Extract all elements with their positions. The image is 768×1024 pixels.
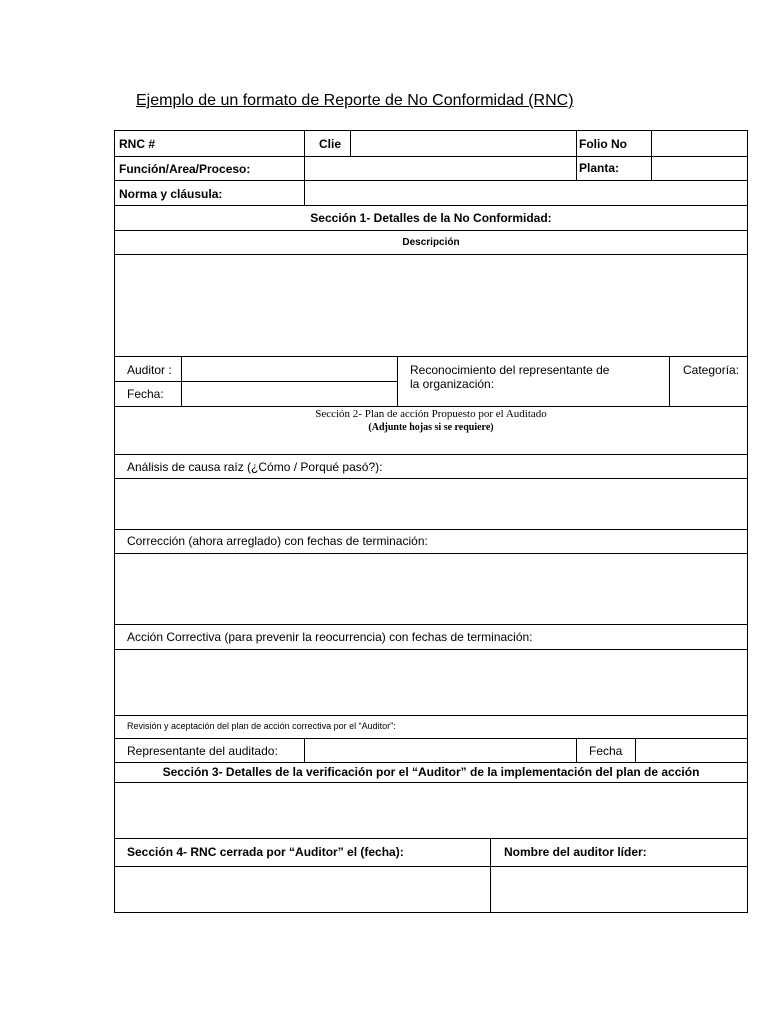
- recognition-label-line2: la organización:: [410, 377, 495, 391]
- root-cause-label: Análisis de causa raíz (¿Cómo / Porqué pasó?):: [127, 460, 383, 474]
- row-divider: [115, 406, 747, 407]
- auditor-label: Auditor :: [127, 363, 172, 377]
- column-divider: [397, 356, 398, 406]
- row-divider: [115, 715, 747, 716]
- rnc-number-label: RNC #: [119, 137, 156, 151]
- section-1-title: Sección 1- Detalles de la No Conformidad:: [310, 211, 552, 225]
- plant-label: Planta:: [579, 161, 620, 175]
- category-label: Categoría:: [683, 363, 740, 377]
- section-4-title: Sección 4- RNC cerrada por “Auditor” el (fecha):: [127, 845, 404, 859]
- norm-clause-label: Norma y cláusula:: [119, 187, 223, 201]
- document-title: Ejemplo de un formato de Reporte de No Conformidad (RNC): [136, 92, 574, 109]
- row-divider: [115, 478, 747, 479]
- row-divider: [115, 762, 747, 763]
- row-divider: [115, 254, 747, 255]
- row-divider: [115, 180, 747, 181]
- row-divider: [115, 838, 747, 839]
- fecha-label: Fecha: [589, 744, 623, 758]
- lead-auditor-label: Nombre del auditor líder:: [504, 845, 647, 859]
- representative-label: Representante del auditado:: [127, 744, 278, 758]
- column-divider: [304, 131, 305, 205]
- folio-label: Folio No: [579, 137, 627, 151]
- row-divider: [115, 454, 747, 455]
- row-divider: [115, 230, 747, 231]
- row-divider: [115, 553, 747, 554]
- row-divider: [115, 649, 747, 650]
- row-divider: [115, 782, 747, 783]
- column-divider: [350, 131, 351, 156]
- function-area-process-label: Función/Area/Proceso:: [119, 162, 251, 176]
- row-divider: [115, 738, 747, 739]
- corrective-action-label: Acción Correctiva (para prevenir la reocurrencia) con fechas de terminación:: [127, 630, 533, 644]
- row-divider: [115, 356, 747, 357]
- column-divider: [304, 738, 305, 762]
- section-2-title: Sección 2- Plan de acción Propuesto por el Auditado: [315, 408, 547, 420]
- row-divider: [115, 156, 747, 157]
- row-divider: [115, 529, 747, 530]
- column-divider: [635, 738, 636, 762]
- section-2-note: (Adjunte hojas si se requiere): [368, 422, 494, 433]
- column-divider: [576, 131, 577, 180]
- rnc-form: [114, 130, 748, 913]
- column-divider: [181, 356, 182, 406]
- description-label: Descripción: [402, 237, 460, 248]
- recognition-label-line1: Reconocimiento del representante de: [410, 363, 610, 377]
- section-3-title: Sección 3- Detalles de la verificación por el “Auditor” de la implementación del plan de acción: [162, 765, 700, 779]
- row-divider: [115, 205, 747, 206]
- column-divider: [651, 131, 652, 180]
- row-divider: [115, 866, 747, 867]
- column-divider: [576, 738, 577, 762]
- review-label: Revisión y aceptación del plan de acción correctiva por el “Auditor”:: [127, 721, 396, 731]
- row-divider: [115, 624, 747, 625]
- client-label: Clie: [319, 137, 342, 151]
- row-divider: [115, 381, 397, 382]
- column-divider: [669, 356, 670, 406]
- column-divider: [490, 838, 491, 913]
- date-label: Fecha:: [127, 387, 164, 401]
- correction-label: Corrección (ahora arreglado) con fechas de terminación:: [127, 534, 428, 548]
